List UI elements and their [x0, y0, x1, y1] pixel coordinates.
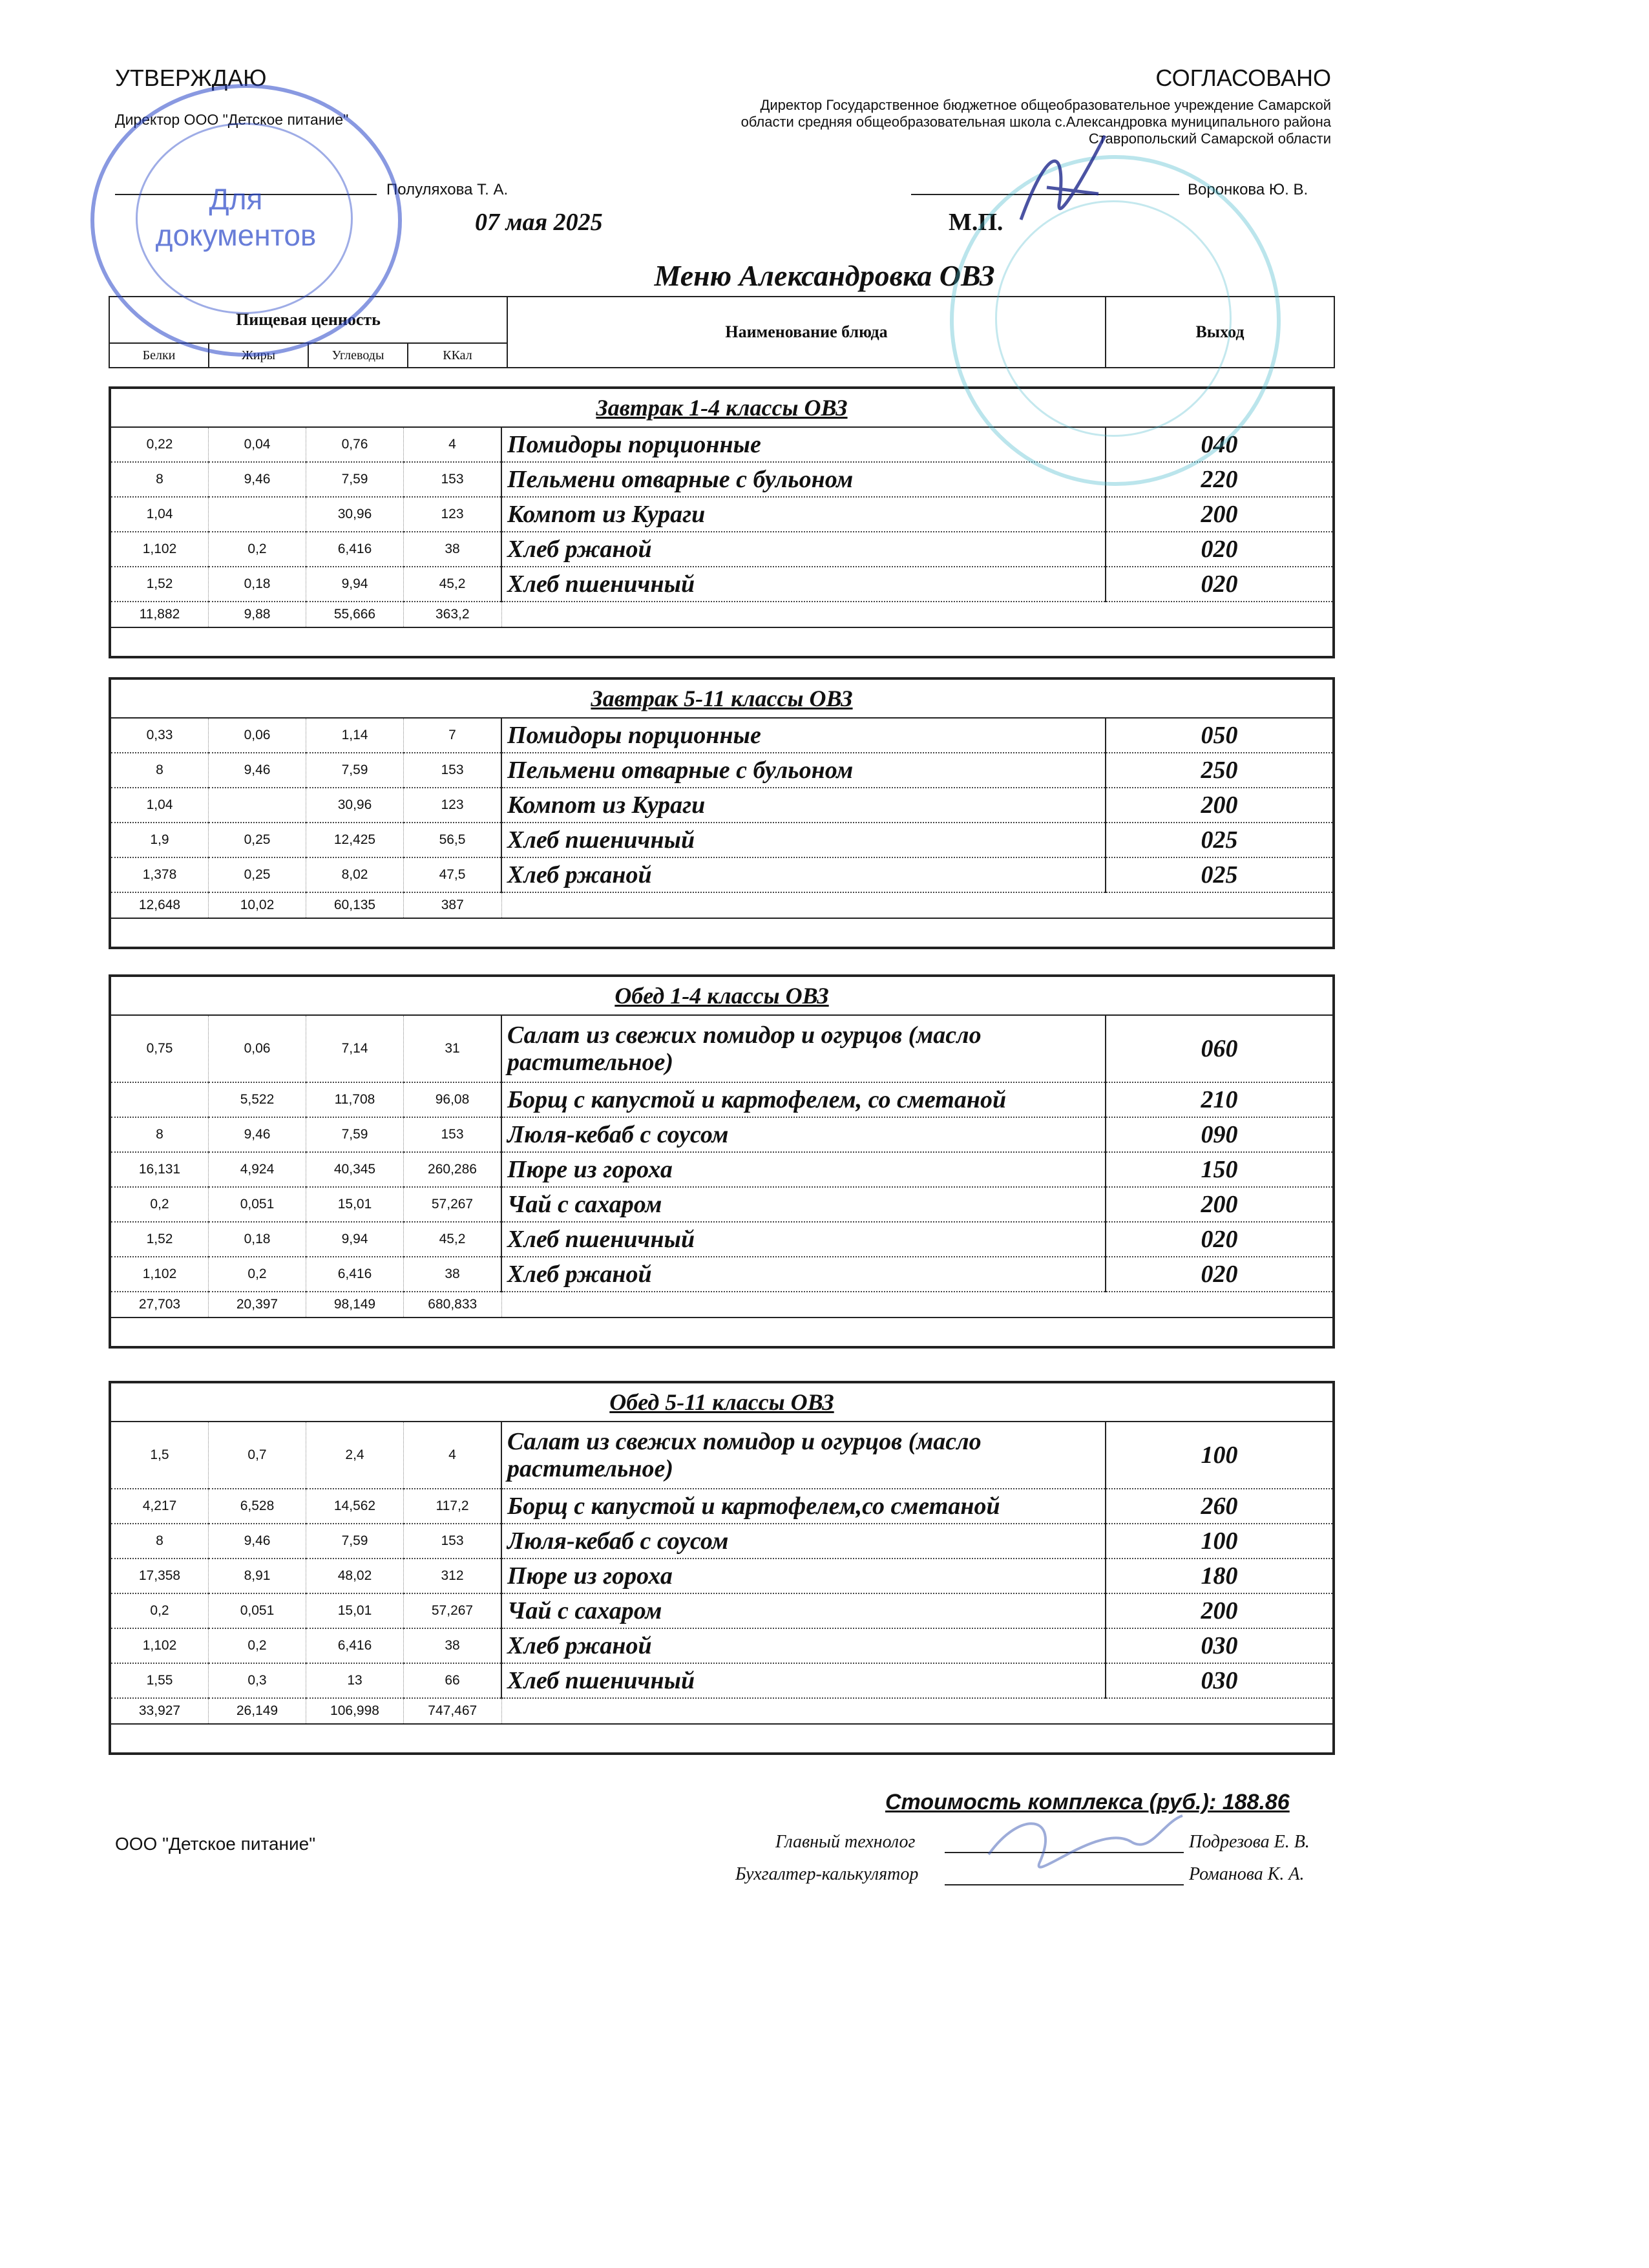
nutrition-value: 123 [404, 497, 502, 532]
dish-output: 020 [1106, 532, 1332, 567]
company-stamp-text: Для документов [155, 182, 317, 252]
nutrition-value: 7,59 [306, 1524, 404, 1559]
menu-row [111, 788, 1332, 823]
menu-row [111, 1559, 1332, 1593]
nutrition-value [209, 497, 306, 532]
nutrition-value: 6,416 [306, 1257, 404, 1292]
menu-row [111, 1082, 1332, 1117]
nutrition-value: 7,59 [306, 753, 404, 788]
nutrition-value: 31 [404, 1015, 502, 1082]
accountant-role: Бухгалтер-калькулятор [735, 1864, 919, 1884]
menu-section [109, 974, 1335, 1349]
dish-output: 040 [1106, 427, 1332, 462]
nutrition-value: 7 [404, 718, 502, 753]
nutrition-value: 153 [404, 1117, 502, 1152]
menu-row [111, 1187, 1332, 1222]
dish-name: Пюре из гороха [501, 1559, 1106, 1593]
menu-row [111, 1593, 1332, 1628]
carbs-header: Углеводы [308, 343, 408, 368]
agreed-position-1: Директор Государственное бюджетное общеобразовательное учреждение Самарской [760, 97, 1331, 113]
menu-row [111, 1422, 1332, 1489]
nutrition-value: 7,59 [306, 1117, 404, 1152]
nutrition-value: 260,286 [404, 1152, 502, 1187]
nutrition-value: 0,18 [209, 1222, 306, 1257]
nutrition-value: 45,2 [404, 1222, 502, 1257]
agreed-name: Воронкова Ю. В. [1188, 181, 1308, 198]
menu-row [111, 532, 1332, 567]
date: 07 мая 2025 [475, 209, 603, 236]
dish-output: 090 [1106, 1117, 1332, 1152]
menu-table [111, 680, 1332, 947]
nutrition-value: 9,46 [209, 462, 306, 497]
nutrition-value: 7,59 [306, 462, 404, 497]
dish-name: Хлеб ржаной [501, 1257, 1106, 1292]
agreed-position-3: Ставропольский Самарской области [1088, 131, 1331, 147]
nutrition-value: 8 [111, 1117, 209, 1152]
nutrition-value: 153 [404, 1524, 502, 1559]
dish-name: Помидоры порционные [501, 718, 1106, 753]
total-value: 9,88 [209, 602, 306, 627]
dish-output: 060 [1106, 1015, 1332, 1082]
menu-row [111, 1489, 1332, 1524]
nutrition-value: 0,25 [209, 823, 306, 857]
total-value: 55,666 [306, 602, 404, 627]
total-blank [501, 1698, 1332, 1724]
nutrition-value: 0,2 [209, 532, 306, 567]
nutrition-value: 153 [404, 753, 502, 788]
nutrition-value: 0,2 [111, 1187, 209, 1222]
dish-name: Компот из Кураги [501, 788, 1106, 823]
total-row [111, 602, 1332, 627]
total-value: 12,648 [111, 892, 209, 918]
nutrition-value: 4 [404, 1422, 502, 1489]
nutrition-value: 6,528 [209, 1489, 306, 1524]
menu-row [111, 1663, 1332, 1698]
nutrition-value: 0,06 [209, 1015, 306, 1082]
dish-name: Хлеб ржаной [501, 532, 1106, 567]
nutrition-value: 5,522 [209, 1082, 306, 1117]
dish-output: 200 [1106, 788, 1332, 823]
accountant-name: Романова К. А. [1189, 1864, 1305, 1884]
nutrition-value: 7,14 [306, 1015, 404, 1082]
dish-output: 025 [1106, 823, 1332, 857]
nutrition-value [209, 788, 306, 823]
nutrition-value: 1,14 [306, 718, 404, 753]
menu-row [111, 1152, 1332, 1187]
menu-row [111, 1117, 1332, 1152]
section-spacer [111, 1724, 1332, 1752]
nutrition-value: 15,01 [306, 1593, 404, 1628]
nutrition-value: 40,345 [306, 1152, 404, 1187]
dish-name: Салат из свежих помидор и огурцов (масло растительное) [501, 1422, 1106, 1489]
dish-output: 200 [1106, 1187, 1332, 1222]
total-value: 26,149 [209, 1698, 306, 1724]
total-value: 27,703 [111, 1292, 209, 1318]
total-value: 10,02 [209, 892, 306, 918]
total-value: 60,135 [306, 892, 404, 918]
nutrition-value: 38 [404, 1257, 502, 1292]
total-value: 20,397 [209, 1292, 306, 1318]
total-value: 106,998 [306, 1698, 404, 1724]
approve-name: Полуляхова Т. А. [386, 181, 509, 198]
total-row [111, 1698, 1332, 1724]
menu-row [111, 567, 1332, 602]
dish-name: Пюре из гороха [501, 1152, 1106, 1187]
menu-row [111, 823, 1332, 857]
nutrition-value: 47,5 [404, 857, 502, 892]
nutrition-value: 0,2 [209, 1257, 306, 1292]
nutrition-value: 1,102 [111, 1628, 209, 1663]
nutrition-value: 0,051 [209, 1593, 306, 1628]
nutrition-value: 1,55 [111, 1663, 209, 1698]
dish-output: 200 [1106, 1593, 1332, 1628]
total-blank [501, 892, 1332, 918]
nutrition-value: 45,2 [404, 567, 502, 602]
nutrition-value: 2,4 [306, 1422, 404, 1489]
menu-title: Меню Александровка ОВЗ [654, 259, 995, 292]
nutrition-value: 6,416 [306, 1628, 404, 1663]
nutrition-value: 0,04 [209, 427, 306, 462]
nutrition-value: 1,52 [111, 567, 209, 602]
nutrition-value: 4 [404, 427, 502, 462]
menu-section [109, 1381, 1335, 1755]
nutrition-value: 38 [404, 532, 502, 567]
section-spacer [111, 1318, 1332, 1346]
technologist-signature [982, 1796, 1189, 1887]
dish-name: Хлеб ржаной [501, 1628, 1106, 1663]
nutrition-value: 96,08 [404, 1082, 502, 1117]
dish-output: 050 [1106, 718, 1332, 753]
approve-title: УТВЕРЖДАЮ [115, 65, 267, 91]
output-header: Выход [1106, 297, 1334, 368]
nutrition-value: 11,708 [306, 1082, 404, 1117]
dish-output: 260 [1106, 1489, 1332, 1524]
nutrition-value: 0,75 [111, 1015, 209, 1082]
nutrition-value: 1,52 [111, 1222, 209, 1257]
dish-output: 250 [1106, 753, 1332, 788]
menu-row [111, 857, 1332, 892]
dish-name: Пельмени отварные с бульоном [501, 462, 1106, 497]
dish-output: 180 [1106, 1559, 1332, 1593]
nutrition-value: 6,416 [306, 532, 404, 567]
menu-row [111, 497, 1332, 532]
approve-position: Директор ООО "Детское питание" [115, 111, 349, 128]
agreed-position-2: области средняя общеобразовательная школа с.Александровка муниципального района [740, 114, 1331, 130]
total-value: 363,2 [404, 602, 502, 627]
nutrition-value: 0,051 [209, 1187, 306, 1222]
nutrition-value: 57,267 [404, 1593, 502, 1628]
menu-row [111, 1628, 1332, 1663]
total-value: 33,927 [111, 1698, 209, 1724]
nutrition-value: 0,06 [209, 718, 306, 753]
nutrition-value: 14,562 [306, 1489, 404, 1524]
total-blank [501, 602, 1332, 627]
dish-name: Борщ с капустой и картофелем,со сметаной [501, 1489, 1106, 1524]
nutrition-value: 1,9 [111, 823, 209, 857]
total-value: 387 [404, 892, 502, 918]
dish-output: 200 [1106, 497, 1332, 532]
section-title: Завтрак 5-11 классы ОВЗ [111, 680, 1332, 718]
mp-label: М.П. [949, 209, 1003, 236]
dish-name: Пельмени отварные с бульоном [501, 753, 1106, 788]
nutrition-value: 0,2 [111, 1593, 209, 1628]
menu-table [111, 977, 1332, 1346]
dish-name: Хлеб пшеничный [501, 1663, 1106, 1698]
nutrition-value: 153 [404, 462, 502, 497]
total-value: 98,149 [306, 1292, 404, 1318]
nutrition-value [111, 1082, 209, 1117]
dish-name: Хлеб пшеничный [501, 823, 1106, 857]
total-value: 11,882 [111, 602, 209, 627]
dish-output: 020 [1106, 567, 1332, 602]
nutrition-value: 0,25 [209, 857, 306, 892]
nutrition-value: 1,04 [111, 497, 209, 532]
dish-name: Хлеб пшеничный [501, 1222, 1106, 1257]
nutrition-value: 312 [404, 1559, 502, 1593]
section-spacer [111, 627, 1332, 656]
nutrition-value: 16,131 [111, 1152, 209, 1187]
menu-row [111, 1257, 1332, 1292]
nutrition-value: 0,18 [209, 567, 306, 602]
menu-row [111, 1524, 1332, 1559]
dish-output: 020 [1106, 1257, 1332, 1292]
dish-header: Наименование блюда [507, 297, 1106, 368]
dish-output: 025 [1106, 857, 1332, 892]
nutrition-value: 0,33 [111, 718, 209, 753]
nutrition-value: 8 [111, 462, 209, 497]
nutrition-value: 0,3 [209, 1663, 306, 1698]
nutrition-value: 15,01 [306, 1187, 404, 1222]
nutrition-value: 30,96 [306, 497, 404, 532]
nutrition-value: 56,5 [404, 823, 502, 857]
nutrition-value: 1,378 [111, 857, 209, 892]
dish-name: Чай с сахаром [501, 1187, 1106, 1222]
nutrition-value: 4,217 [111, 1489, 209, 1524]
dish-name: Чай с сахаром [501, 1593, 1106, 1628]
nutrition-value: 9,46 [209, 1117, 306, 1152]
section-title: Обед 5-11 классы ОВЗ [111, 1383, 1332, 1422]
nutrition-value: 1,102 [111, 532, 209, 567]
dish-name: Салат из свежих помидор и огурцов (масло растительное) [501, 1015, 1106, 1082]
director-signature [1008, 123, 1124, 239]
nutrition-value: 9,46 [209, 753, 306, 788]
menu-section [109, 677, 1335, 949]
dish-name: Люля-кебаб с соусом [501, 1524, 1106, 1559]
nutrition-value: 0,7 [209, 1422, 306, 1489]
agreed-title: СОГЛАСОВАНО [1155, 65, 1331, 91]
total-value: 680,833 [404, 1292, 502, 1318]
nutrition-value: 9,46 [209, 1524, 306, 1559]
menu-row [111, 1015, 1332, 1082]
menu-row [111, 718, 1332, 753]
kcal-header: ККал [408, 343, 507, 368]
technologist-name: Подрезова Е. В. [1189, 1832, 1310, 1852]
proteins-header: Белки [109, 343, 209, 368]
nutrition-value: 9,94 [306, 1222, 404, 1257]
dish-output: 210 [1106, 1082, 1332, 1117]
nutrition-value: 17,358 [111, 1559, 209, 1593]
nutrition-value: 38 [404, 1628, 502, 1663]
nutrition-value: 123 [404, 788, 502, 823]
nutrition-value: 1,102 [111, 1257, 209, 1292]
nutrition-value: 12,425 [306, 823, 404, 857]
nutrition-value: 1,04 [111, 788, 209, 823]
menu-row [111, 753, 1332, 788]
dish-name: Хлеб пшеничный [501, 567, 1106, 602]
dish-output: 030 [1106, 1663, 1332, 1698]
nutrition-value: 4,924 [209, 1152, 306, 1187]
dish-output: 030 [1106, 1628, 1332, 1663]
cost: Стоимость комплекса (руб.): 188.86 [885, 1790, 1290, 1814]
nutrition-value: 9,94 [306, 567, 404, 602]
nutrition-value: 30,96 [306, 788, 404, 823]
nutrition-value: 66 [404, 1663, 502, 1698]
company: ООО "Детское питание" [115, 1834, 316, 1854]
nutrition-value: 8 [111, 753, 209, 788]
menu-row [111, 1222, 1332, 1257]
nutrition-value: 0,22 [111, 427, 209, 462]
nutrition-header: Пищевая ценность [109, 297, 507, 343]
dish-name: Компот из Кураги [501, 497, 1106, 532]
dish-name: Борщ с капустой и картофелем, со сметаной [501, 1082, 1106, 1117]
section-title: Обед 1-4 классы ОВЗ [111, 977, 1332, 1015]
nutrition-value: 117,2 [404, 1489, 502, 1524]
dish-output: 100 [1106, 1524, 1332, 1559]
total-row [111, 892, 1332, 918]
total-row [111, 1292, 1332, 1318]
nutrition-value: 57,267 [404, 1187, 502, 1222]
technologist-role: Главный технолог [775, 1832, 916, 1852]
nutrition-value: 8,91 [209, 1559, 306, 1593]
nutrition-value: 0,76 [306, 427, 404, 462]
dish-name: Хлеб ржаной [501, 857, 1106, 892]
dish-output: 220 [1106, 462, 1332, 497]
dish-name: Помидоры порционные [501, 427, 1106, 462]
nutrition-value: 8 [111, 1524, 209, 1559]
menu-table [111, 1383, 1332, 1752]
total-blank [501, 1292, 1332, 1318]
dish-output: 150 [1106, 1152, 1332, 1187]
dish-output: 020 [1106, 1222, 1332, 1257]
nutrition-value: 1,5 [111, 1422, 209, 1489]
nutrition-value: 13 [306, 1663, 404, 1698]
dish-output: 100 [1106, 1422, 1332, 1489]
nutrition-value: 48,02 [306, 1559, 404, 1593]
total-value: 747,467 [404, 1698, 502, 1724]
nutrition-value: 8,02 [306, 857, 404, 892]
section-title: Завтрак 1-4 классы ОВЗ [111, 389, 1332, 427]
nutrition-value: 0,2 [209, 1628, 306, 1663]
fats-header: Жиры [209, 343, 308, 368]
section-spacer [111, 918, 1332, 947]
dish-name: Люля-кебаб с соусом [501, 1117, 1106, 1152]
